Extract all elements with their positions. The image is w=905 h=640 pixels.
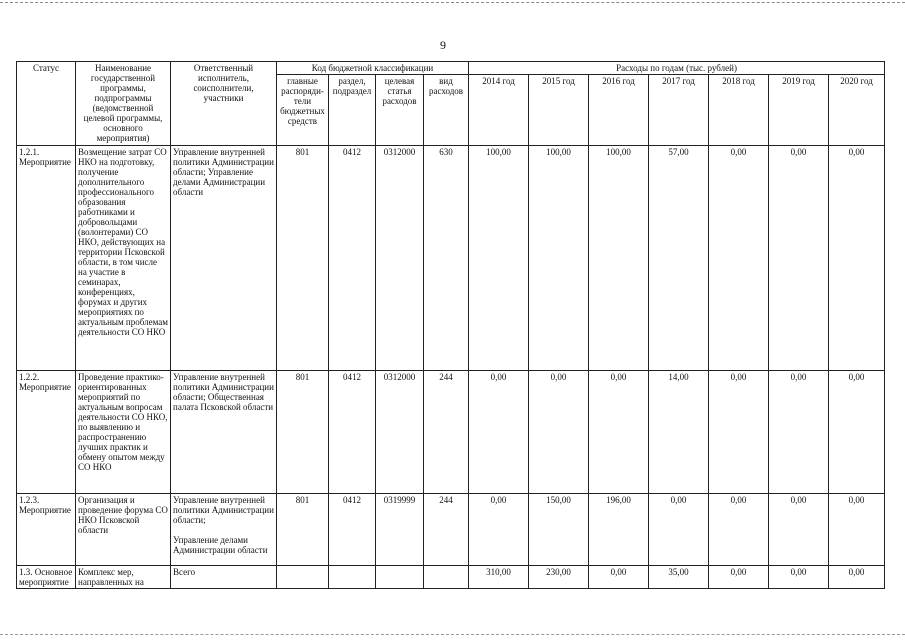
- row-value: 0,00: [829, 494, 885, 566]
- header-year: 2016 год: [589, 75, 649, 146]
- row-value: 310,00: [469, 566, 529, 589]
- header-target-item: целевая статья расходов: [376, 75, 424, 146]
- row-value: 0,00: [829, 566, 885, 589]
- row-type: 244: [424, 371, 469, 494]
- row-status: 1.3. Основное мероприятие: [17, 566, 76, 589]
- row-value: 0,00: [769, 566, 829, 589]
- row-responsible: Всего: [171, 566, 277, 589]
- row-name: Проведение практико-ориентированных мероприятий по актуальным вопросам деятельности СО НКО, по выявлению и распространению лучших практик и обмену опытом между СО НКО: [76, 371, 171, 494]
- row-value: 0,00: [469, 371, 529, 494]
- row-name: Возмещение затрат СО НКО на подготовку, получение дополнительного профессионального образования работниками и добровольцами (волонтерами) СО НКО, действующих на территории Псковской области, в том числе на участие в семинарах, конференциях, форумах и других мероприятиях по актуальным проблемам деятельности СО НКО: [76, 146, 171, 371]
- row-section: 0412: [329, 371, 376, 494]
- header-row-1: [17, 62, 885, 75]
- row-value: 100,00: [469, 146, 529, 371]
- header-section: раздел, подраздел: [329, 75, 376, 146]
- row-value: 0,00: [829, 371, 885, 494]
- header-expense-type: вид расходов: [424, 75, 469, 146]
- row-value: 0,00: [769, 146, 829, 371]
- row-value: 0,00: [709, 566, 769, 589]
- row-value: 0,00: [649, 494, 709, 566]
- row-value: 0,00: [469, 494, 529, 566]
- row-value: 100,00: [529, 146, 589, 371]
- page-top-edge: [0, 2, 905, 3]
- page-bottom-edge: [0, 634, 905, 635]
- row-type: [424, 566, 469, 589]
- header-year: 2018 год: [709, 75, 769, 146]
- row-responsible: Управление внутренней политики Администрации области; Управление делами Администрации области: [171, 146, 277, 371]
- table-row: [17, 371, 885, 494]
- row-value: 0,00: [709, 494, 769, 566]
- row-grbs: 801: [277, 146, 329, 371]
- row-name: Комплекс мер, направленных на: [76, 566, 171, 589]
- header-main-managers: главные распоряди- тели бюджетных средств: [277, 75, 329, 146]
- table-row: [17, 494, 885, 566]
- row-value: 150,00: [529, 494, 589, 566]
- page-number: 9: [440, 38, 446, 52]
- header-name: Наименование государственной программы, подпрограммы (ведомственной целевой программы, основного мероприятия): [76, 62, 171, 146]
- header-year: 2019 год: [769, 75, 829, 146]
- header-year: 2017 год: [649, 75, 709, 146]
- row-value: 0,00: [769, 494, 829, 566]
- header-responsible: Ответственный исполнитель, соисполнители, участники: [171, 62, 277, 146]
- row-value: 100,00: [589, 146, 649, 371]
- row-value: 57,00: [649, 146, 709, 371]
- row-value: 0,00: [709, 146, 769, 371]
- row-name: Организация и проведение форума СО НКО Псковской области: [76, 494, 171, 566]
- row-status: 1.2.2. Мероприятие: [17, 371, 76, 494]
- row-value: 196,00: [589, 494, 649, 566]
- row-target: [376, 566, 424, 589]
- row-type: 244: [424, 494, 469, 566]
- row-value: 0,00: [589, 566, 649, 589]
- table-row: [17, 566, 885, 589]
- row-target: 0312000: [376, 371, 424, 494]
- header-year: 2015 год: [529, 75, 589, 146]
- row-section: [329, 566, 376, 589]
- row-value: 0,00: [529, 371, 589, 494]
- row-grbs: 801: [277, 371, 329, 494]
- row-responsible: Управление внутренней политики Администрации области; Общественная палата Псковской области: [171, 371, 277, 494]
- row-section: 0412: [329, 494, 376, 566]
- row-responsible: Управление внутренней политики Администрации области; Управление делами Администрации области: [171, 494, 277, 566]
- row-value: 0,00: [829, 146, 885, 371]
- header-year: 2014 год: [469, 75, 529, 146]
- row-status: 1.2.3. Мероприятие: [17, 494, 76, 566]
- row-type: 630: [424, 146, 469, 371]
- table-row: [17, 146, 885, 371]
- row-value: 0,00: [769, 371, 829, 494]
- row-value: 0,00: [709, 371, 769, 494]
- row-value: 230,00: [529, 566, 589, 589]
- row-value: 14,00: [649, 371, 709, 494]
- row-target: 0319999: [376, 494, 424, 566]
- row-section: 0412: [329, 146, 376, 371]
- header-budget-code: Код бюджетной классификации: [277, 62, 469, 75]
- header-year: 2020 год: [829, 75, 885, 146]
- header-expenses: Расходы по годам (тыс. рублей): [469, 62, 885, 75]
- header-status: Статус: [17, 62, 76, 146]
- row-grbs: 801: [277, 494, 329, 566]
- budget-table: [16, 61, 885, 589]
- row-status: 1.2.1. Мероприятие: [17, 146, 76, 371]
- row-target: 0312000: [376, 146, 424, 371]
- row-value: 35,00: [649, 566, 709, 589]
- row-grbs: [277, 566, 329, 589]
- row-value: 0,00: [589, 371, 649, 494]
